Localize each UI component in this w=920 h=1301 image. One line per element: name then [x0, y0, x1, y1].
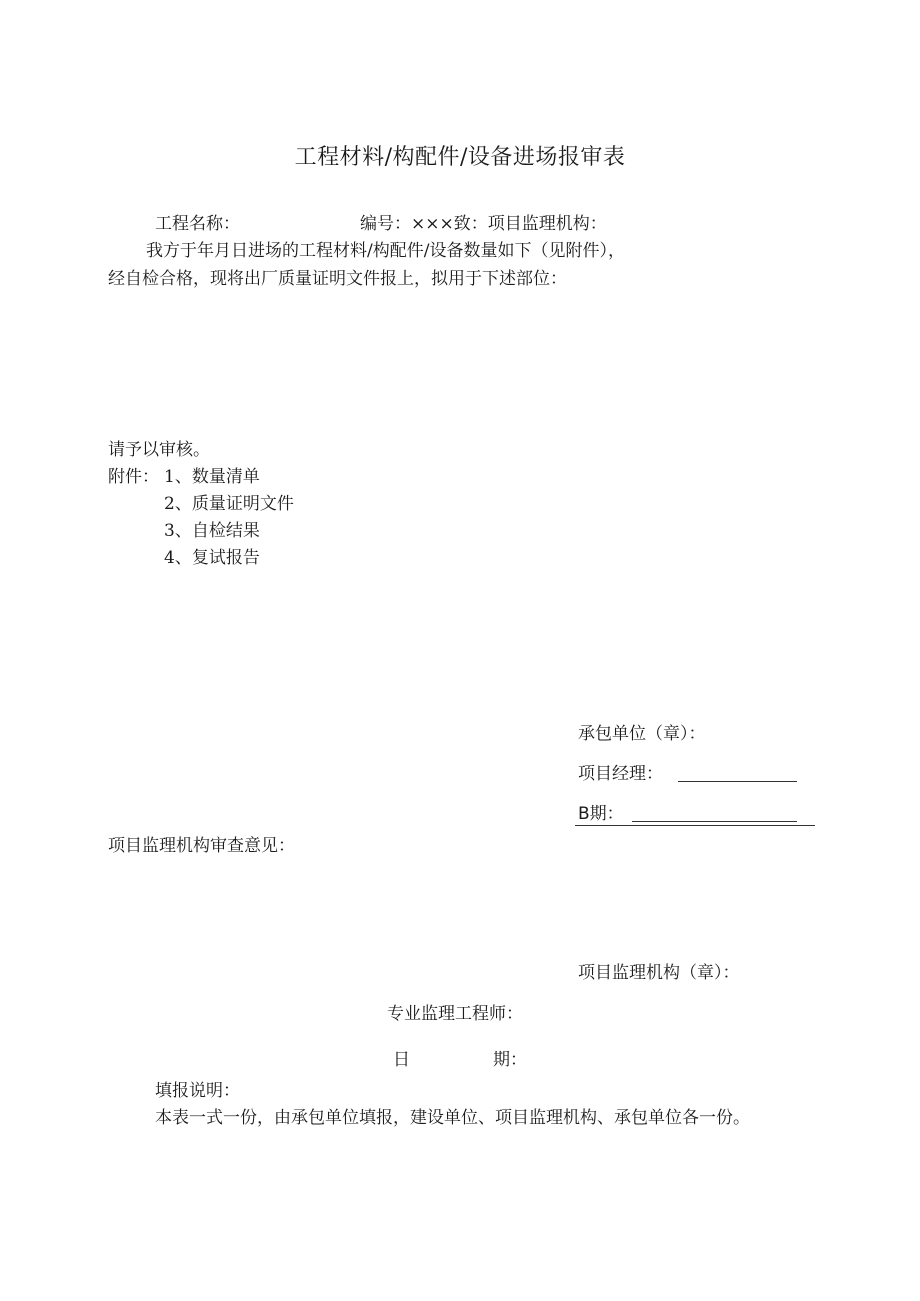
contractor-date-underline	[632, 821, 797, 822]
supervisor-seal-label: 项目监理机构（章）：	[578, 963, 740, 983]
notes-title: 填报说明：	[155, 1081, 240, 1101]
contractor-date-label: B期：	[578, 804, 624, 824]
project-manager-label: 项目经理：	[578, 764, 663, 784]
project-manager-signature-line	[678, 781, 797, 782]
supervisor-date-label-left: 日	[393, 1050, 410, 1070]
body-text-line-1: 我方于年月日进场的工程材料/构配件/设备数量如下（见附件），	[146, 241, 625, 261]
serial-and-recipient-label: 编号：×××致：项目监理机构：	[360, 214, 607, 234]
notes-text: 本表一式一份，由承包单位填报，建设单位、项目监理机构、承包单位各一份。	[155, 1108, 750, 1128]
project-name-label: 工程名称：	[155, 214, 240, 234]
attachments-label: 附件：	[108, 467, 159, 487]
supervisor-date-label-right: 期：	[493, 1050, 527, 1070]
attachment-item: 3、自检结果	[164, 521, 260, 541]
form-title: 工程材料/构配件/设备进场报审表	[294, 145, 626, 170]
review-opinion-label: 项目监理机构审查意见：	[108, 836, 295, 856]
request-review-text: 请予以审核。	[108, 440, 210, 460]
attachment-item: 2、质量证明文件	[164, 494, 294, 514]
supervising-engineer-label: 专业监理工程师：	[387, 1004, 523, 1024]
contractor-section-rule	[575, 825, 815, 826]
attachment-item: 1、数量清单	[164, 467, 260, 487]
contractor-seal-label: 承包单位（章）：	[578, 724, 706, 744]
body-text-line-2: 经自检合格，现将出厂质量证明文件报上，拟用于下述部位：	[108, 269, 567, 289]
attachment-item: 4、复试报告	[164, 548, 260, 568]
